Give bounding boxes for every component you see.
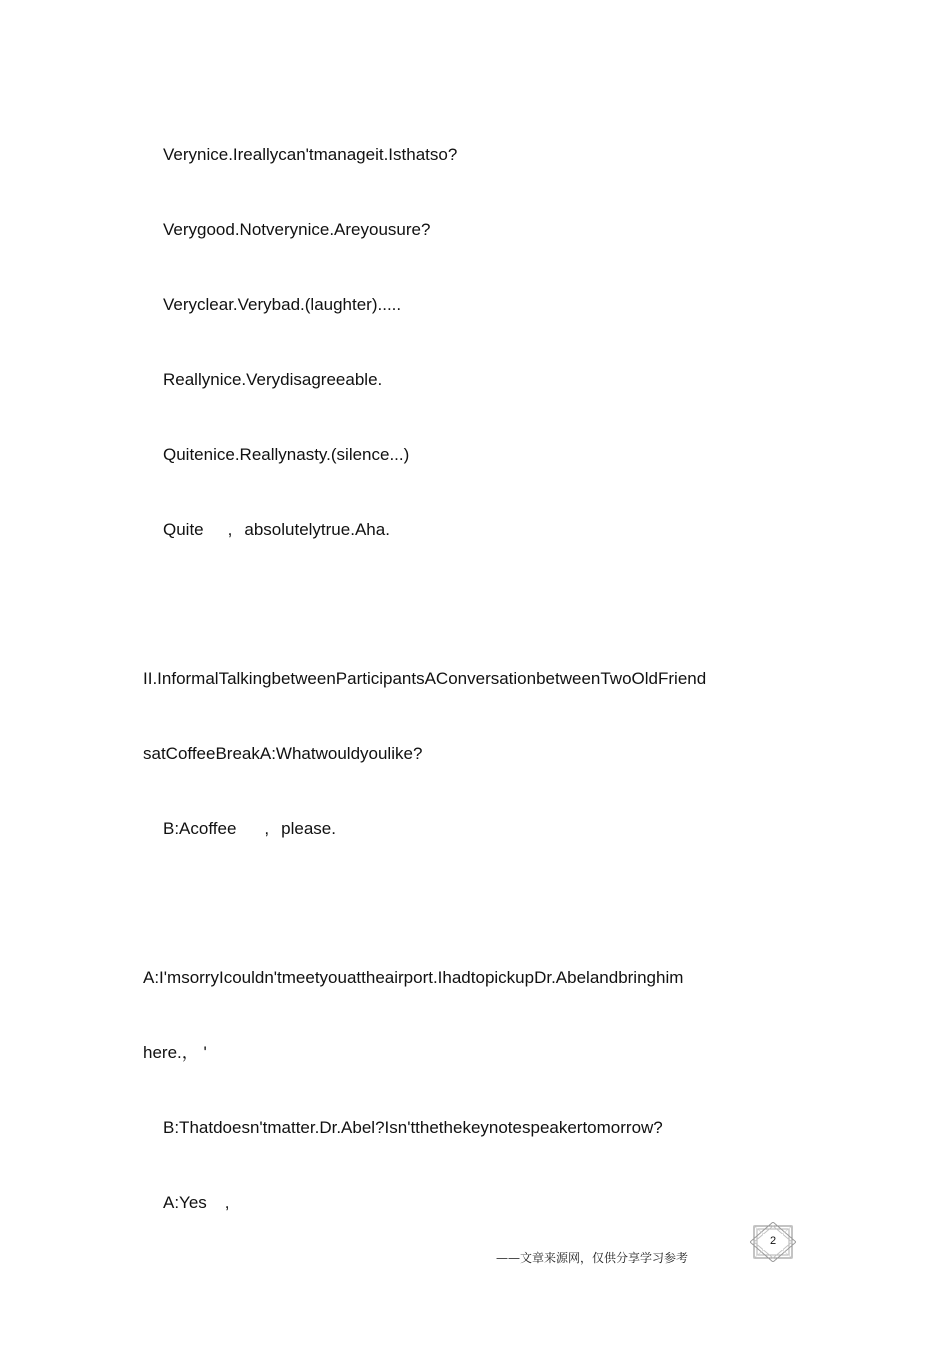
text-line: Verynice.Ireallycan'tmanageit.Isthatso?: [163, 145, 458, 164]
text-line-quite: [163, 520, 390, 540]
text-line: Verygood.Notverynice.Areyousure?: [163, 220, 431, 239]
footer-source-note: ——文章来源网，仅供分享学习参考: [496, 1251, 689, 1265]
section-heading: II.InformalTalkingbetweenParticipantsAConversationbetweenTwoOldFriend: [143, 669, 707, 688]
text-line: Reallynice.Verydisagreeable.: [163, 370, 383, 389]
text-line: Quitenice.Reallynasty.(silence...): [163, 445, 410, 464]
text-fragment: Quite: [163, 520, 204, 539]
text-line: A:I'msorryIcouldn'tmeetyouattheairport.IhadtopickupDr.Abelandbringhim: [143, 968, 684, 987]
text-comma: ,: [224, 1193, 230, 1212]
text-line: Veryclear.Verybad.(laughter).....: [163, 295, 402, 314]
text-line: B:Thatdoesn'tmatter.Dr.Abel?Isn'tthethekeynotespeakertomorrow?: [163, 1118, 663, 1137]
text-line: here.， ': [143, 1043, 207, 1062]
text-line-coffee: [163, 819, 336, 839]
text-line: satCoffeeBreakA:Whatwouldyoulike?: [143, 744, 423, 763]
text-fragment: please.: [281, 819, 336, 838]
text-fragment: A:Yes: [163, 1193, 207, 1212]
page-number: 2: [769, 1235, 777, 1247]
text-comma: ,: [227, 520, 233, 539]
text-fragment: B:Acoffee: [163, 819, 237, 838]
text-fragment: absolutelytrue.Aha.: [244, 520, 390, 539]
page-number-badge: [750, 1222, 796, 1262]
text-line-yes: [163, 1193, 230, 1213]
text-comma: ,: [264, 819, 270, 838]
